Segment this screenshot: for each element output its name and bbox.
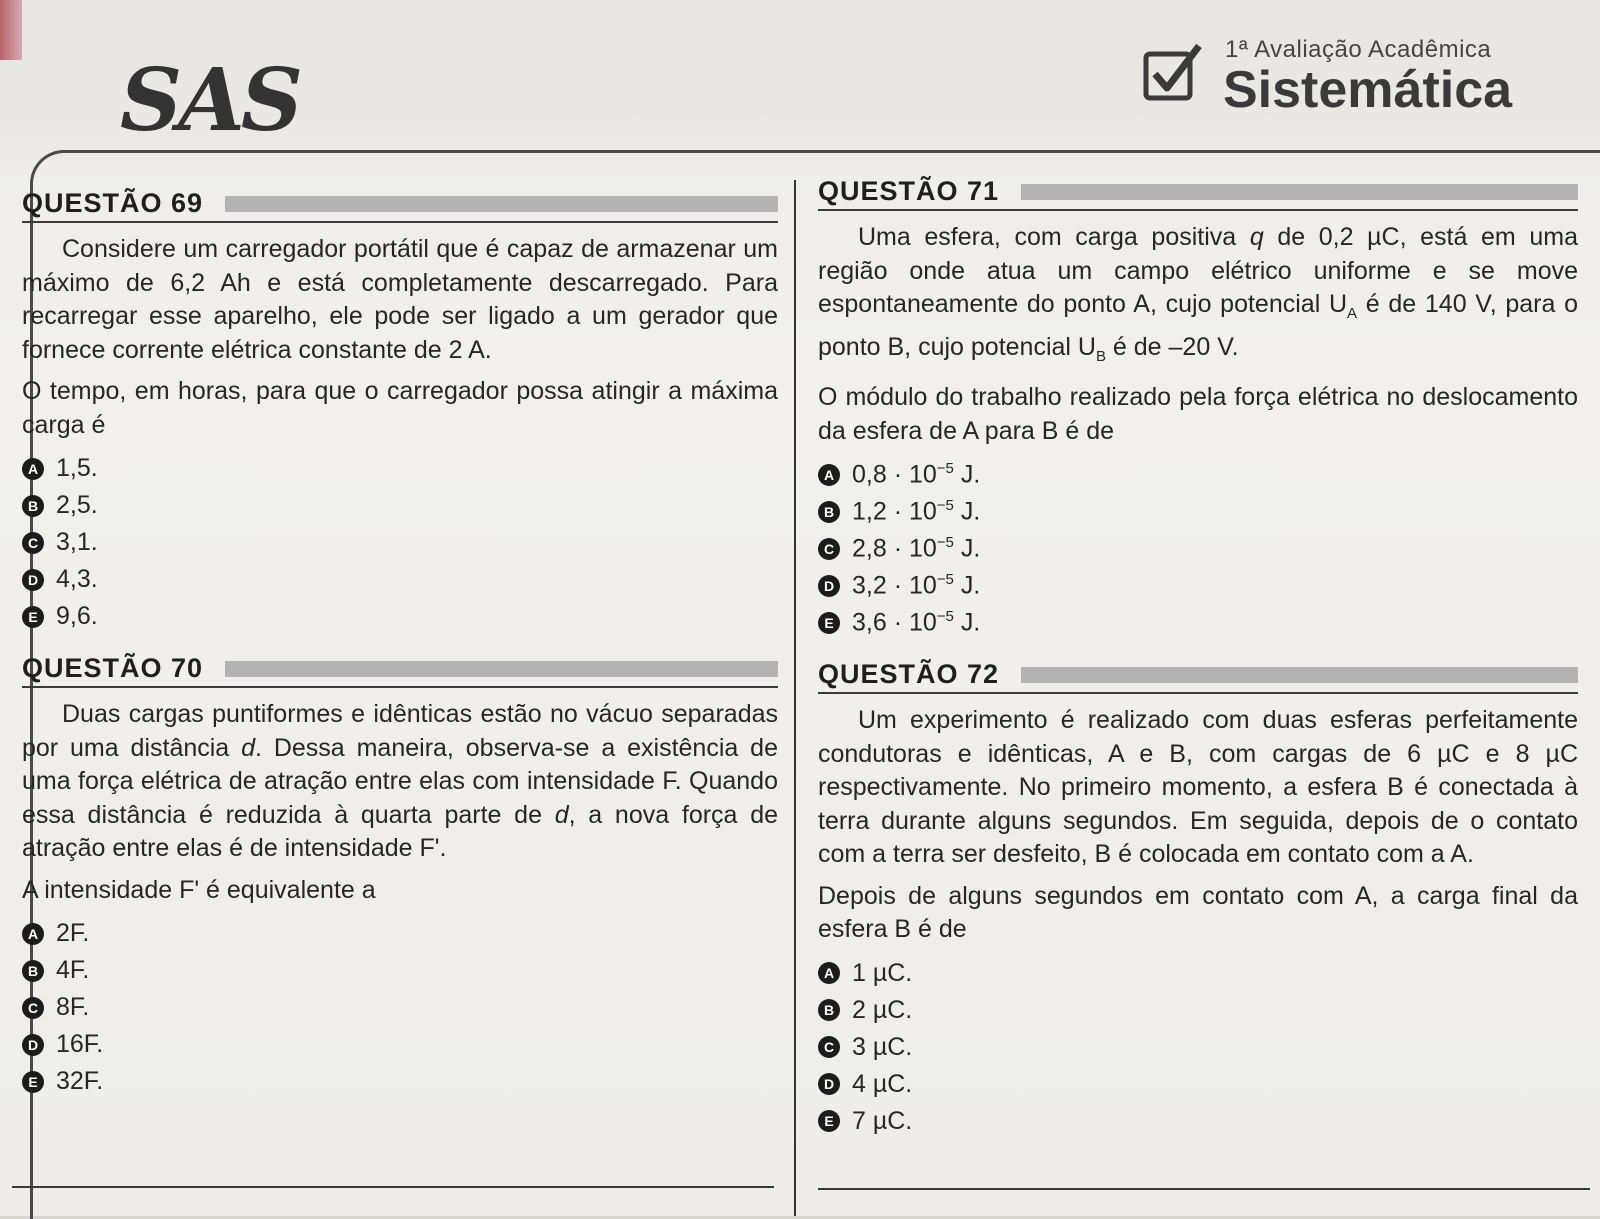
option-text: 7 µC. (852, 1106, 913, 1135)
question-title: QUESTÃO 71 (818, 176, 1000, 206)
option-text: 4,3. (56, 565, 98, 593)
question-title: QUESTÃO 70 (22, 653, 204, 683)
question-header (818, 176, 1578, 211)
brand-subtitle: 1ª Avaliação Acadêmica (1225, 36, 1492, 63)
question-prompt: O módulo do trabalho realizado pela força elétrica no deslocamento da esfera de A para B é de (818, 383, 1578, 445)
option-text: $1,2 \cdot 10^{-5}$ J. (852, 496, 981, 526)
option-letter-icon: D (22, 1034, 44, 1056)
bottom-rule-right (818, 1188, 1590, 1190)
column-divider (794, 180, 796, 1216)
option-c[interactable] (818, 1029, 1578, 1066)
option-text: 1,5. (56, 454, 98, 482)
question-title: QUESTÃO 72 (818, 659, 1000, 689)
option-text: 16F. (56, 1030, 104, 1058)
options-list (22, 915, 778, 1100)
option-text: $0,8 \cdot 10^{-5}$ J. (852, 459, 981, 489)
option-e[interactable] (22, 598, 778, 635)
option-letter-icon: E (818, 1110, 840, 1132)
option-e[interactable] (22, 1063, 778, 1100)
question-header (22, 653, 778, 688)
option-a[interactable] (818, 456, 1578, 493)
question-stem: Uma esfera, com carga positiva q de 0,2 µC, está em uma região onde atua um campo elétrico uniforme e se move espontaneamente do ponto A, cujo potencial $U_A$ é de 140 V, para o ponto B, cujo potencial $U_B$ é de –20 V. (818, 223, 1578, 365)
option-c[interactable] (22, 989, 778, 1026)
header-bar (225, 661, 778, 677)
option-e[interactable] (818, 604, 1578, 641)
question-72 (818, 659, 1578, 1140)
question-71 (818, 176, 1578, 641)
option-text: $3,6 \cdot 10^{-5}$ J. (852, 607, 981, 637)
option-b[interactable] (22, 952, 778, 989)
option-letter-icon: E (22, 1071, 44, 1093)
option-letter-icon: E (22, 606, 44, 628)
page-edge (0, 0, 22, 60)
option-a[interactable] (22, 915, 778, 952)
option-letter-icon: D (22, 569, 44, 591)
sas-logo: SAS (120, 50, 299, 151)
option-text: 32F. (56, 1067, 104, 1095)
question-header (22, 188, 778, 223)
question-stem: Duas cargas puntiformes e idênticas estão no vácuo separadas por uma distância d. Dessa maneira, observa-se a existência de uma força elétrica de atração entre elas com intensidade F. Quando essa distância é reduzida à quarta parte de d, a nova força de atração entre elas é de intensidade F'. (22, 700, 778, 862)
bottom-rule-left (12, 1186, 774, 1188)
option-e[interactable] (818, 1103, 1578, 1140)
option-c[interactable] (22, 524, 778, 561)
option-c[interactable] (818, 530, 1578, 567)
option-text: 2 µC. (852, 995, 913, 1024)
option-letter-icon: D (818, 575, 840, 597)
option-letter-icon: A (818, 464, 840, 486)
right-column (818, 176, 1578, 1158)
option-text: $3,2 \cdot 10^{-5}$ J. (852, 570, 981, 600)
option-text: 1 µC. (852, 958, 913, 987)
question-69 (22, 188, 778, 635)
option-letter-icon: E (818, 612, 840, 634)
option-b[interactable] (22, 487, 778, 524)
option-letter-icon: A (22, 923, 44, 945)
option-d[interactable] (818, 1066, 1578, 1103)
question-stem: Considere um carregador portátil que é capaz de armazenar um máximo de 6,2 Ah e está completamente descarregado. Para recarregar esse aparelho, ele pode ser ligado a um gerador que fornece corrente elétrica constante de 2 A. (22, 235, 778, 364)
left-column (22, 188, 778, 1118)
option-letter-icon: D (818, 1073, 840, 1095)
checkbox-check-icon (1143, 42, 1203, 102)
brand-title: Sistemática (1223, 61, 1513, 119)
header-bar (1021, 184, 1578, 200)
option-a[interactable] (818, 955, 1578, 992)
question-header (818, 659, 1578, 694)
option-letter-icon: B (22, 495, 44, 517)
option-letter-icon: C (22, 997, 44, 1019)
option-d[interactable] (22, 1026, 778, 1063)
question-title: QUESTÃO 69 (22, 188, 204, 218)
option-letter-icon: C (818, 538, 840, 560)
option-d[interactable] (818, 567, 1578, 604)
option-b[interactable] (818, 992, 1578, 1029)
header-bar (225, 196, 778, 212)
option-text: 8F. (56, 993, 90, 1021)
question-70 (22, 653, 778, 1100)
option-text: $2,8 \cdot 10^{-5}$ J. (852, 533, 981, 563)
option-b[interactable] (818, 493, 1578, 530)
option-letter-icon: C (22, 532, 44, 554)
options-list (818, 955, 1578, 1140)
question-stem: Um experimento é realizado com duas esferas perfeitamente condutoras e idênticas, A e B, com cargas de 6 µC e 8 µC respectivamente. No primeiro momento, a esfera B é conectada à terra durante alguns segundos. Em seguida, depois de o contato com a terra ser desfeito, B é colocada em contato com a A. (818, 706, 1578, 868)
option-text: 4 µC. (852, 1069, 913, 1098)
question-prompt: Depois de alguns segundos em contato com A, a carga final da esfera B é de (818, 881, 1578, 943)
option-text: 2F. (56, 919, 90, 947)
option-a[interactable] (22, 450, 778, 487)
question-prompt: O tempo, em horas, para que o carregador possa atingir a máxima carga é (22, 377, 778, 439)
option-text: 3 µC. (852, 1032, 913, 1061)
options-list (818, 456, 1578, 641)
option-text: 2,5. (56, 491, 98, 519)
option-letter-icon: B (22, 960, 44, 982)
option-letter-icon: C (818, 1036, 840, 1058)
option-d[interactable] (22, 561, 778, 598)
option-letter-icon: A (818, 962, 840, 984)
option-text: 3,1. (56, 528, 98, 556)
option-text: 4F. (56, 956, 90, 984)
question-prompt: A intensidade F' é equivalente a (22, 875, 376, 904)
header-bar (1021, 667, 1578, 683)
options-list (22, 450, 778, 635)
option-letter-icon: B (818, 999, 840, 1021)
option-letter-icon: A (22, 458, 44, 480)
option-letter-icon: B (818, 501, 840, 523)
option-text: 9,6. (56, 602, 98, 630)
